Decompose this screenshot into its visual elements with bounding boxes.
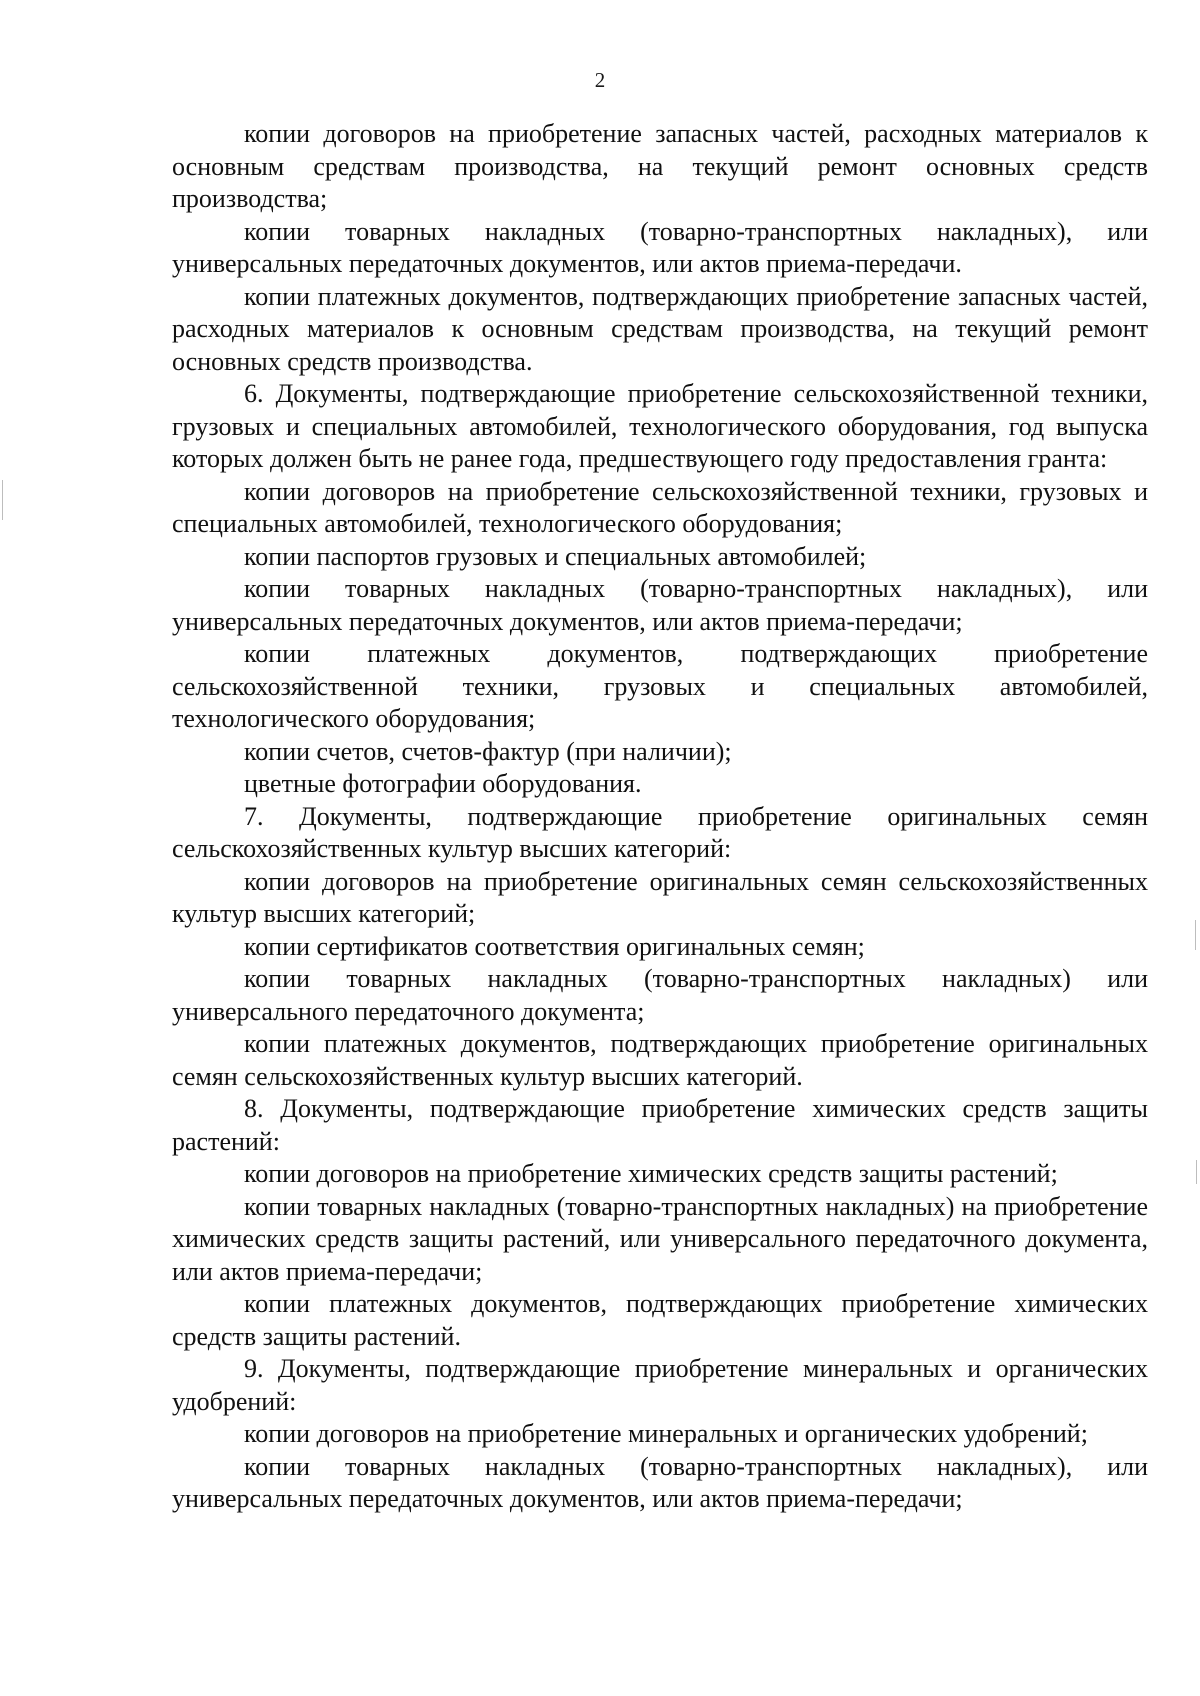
page-number: 2 <box>594 68 606 92</box>
paragraph: 8. Документы, подтверждающие приобретение химических средств защиты растений: <box>172 1094 1148 1156</box>
paragraph: копии паспортов грузовых и специальных автомобилей; <box>244 541 867 571</box>
paragraph: копии платежных документов, подтверждающих приобретение оригинальных семян сельскохозяйственных культур высших категорий. <box>172 1029 1148 1091</box>
paragraph: копии счетов, счетов-фактур (при наличии); <box>244 736 732 766</box>
document-body <box>172 118 1148 1516</box>
paragraph: копии платежных документов, подтверждающих приобретение химических средств защиты растений. <box>172 1289 1148 1351</box>
paragraph: копии платежных документов, подтверждающих приобретение запасных частей, расходных материалов к основным средствам производства, на текущий ремонт основных средств производства. <box>172 281 1148 376</box>
paragraph: копии договоров на приобретение сельскохозяйственной техники, грузовых и специальных автомобилей, технологического оборудования; <box>172 476 1148 538</box>
paragraph: копии товарных накладных (товарно-транспортных накладных) или универсального передаточного документа; <box>172 964 1148 1026</box>
paragraph: копии сертификатов соответствия оригинальных семян; <box>244 931 865 961</box>
paragraph: 6. Документы, подтверждающие приобретение сельскохозяйственной техники, грузовых и специальных автомобилей, технологического оборудования, год выпуска которых должен быть не ранее года, предшествующего году предоставления гранта: <box>172 379 1148 473</box>
paragraph: копии договоров на приобретение минеральных и органических удобрений; <box>244 1419 1088 1448</box>
scan-edge-mark <box>1195 920 1196 950</box>
scan-edge-mark <box>1196 1160 1197 1184</box>
scan-edge-mark <box>2 480 3 520</box>
paragraph: цветные фотографии оборудования. <box>244 769 642 798</box>
paragraph: копии товарных накладных (товарно-транспортных накладных), или универсальных передаточных документов, или актов приема-передачи. <box>172 216 1148 278</box>
paragraph: копии товарных накладных (товарно-транспортных накладных) на приобретение химических средств защиты растений, или универсального передаточного документа, или актов приема-передачи; <box>172 1191 1148 1286</box>
paragraph: копии договоров на приобретение запасных частей, расходных материалов к основным средствам производства, на текущий ремонт основных средств производства; <box>172 119 1148 213</box>
paragraph: копии договоров на приобретение оригинальных семян сельскохозяйственных культур высших категорий; <box>172 866 1148 928</box>
paragraph: копии товарных накладных (товарно-транспортных накладных), или универсальных передаточных документов, или актов приема-передачи; <box>172 574 1148 636</box>
paragraph: 7. Документы, подтверждающие приобретение оригинальных семян сельскохозяйственных культур высших категорий: <box>172 801 1148 863</box>
paragraph: копии договоров на приобретение химических средств защиты растений; <box>244 1159 1058 1188</box>
paragraph: копии товарных накладных (товарно-транспортных накладных), или универсальных передаточных документов, или актов приема-передачи; <box>172 1451 1148 1513</box>
paragraph: 9. Документы, подтверждающие приобретение минеральных и органических удобрений: <box>172 1354 1148 1416</box>
paragraph: копии платежных документов, подтверждающих приобретение сельскохозяйственной техники, грузовых и специальных автомобилей, технологического оборудования; <box>172 639 1148 733</box>
